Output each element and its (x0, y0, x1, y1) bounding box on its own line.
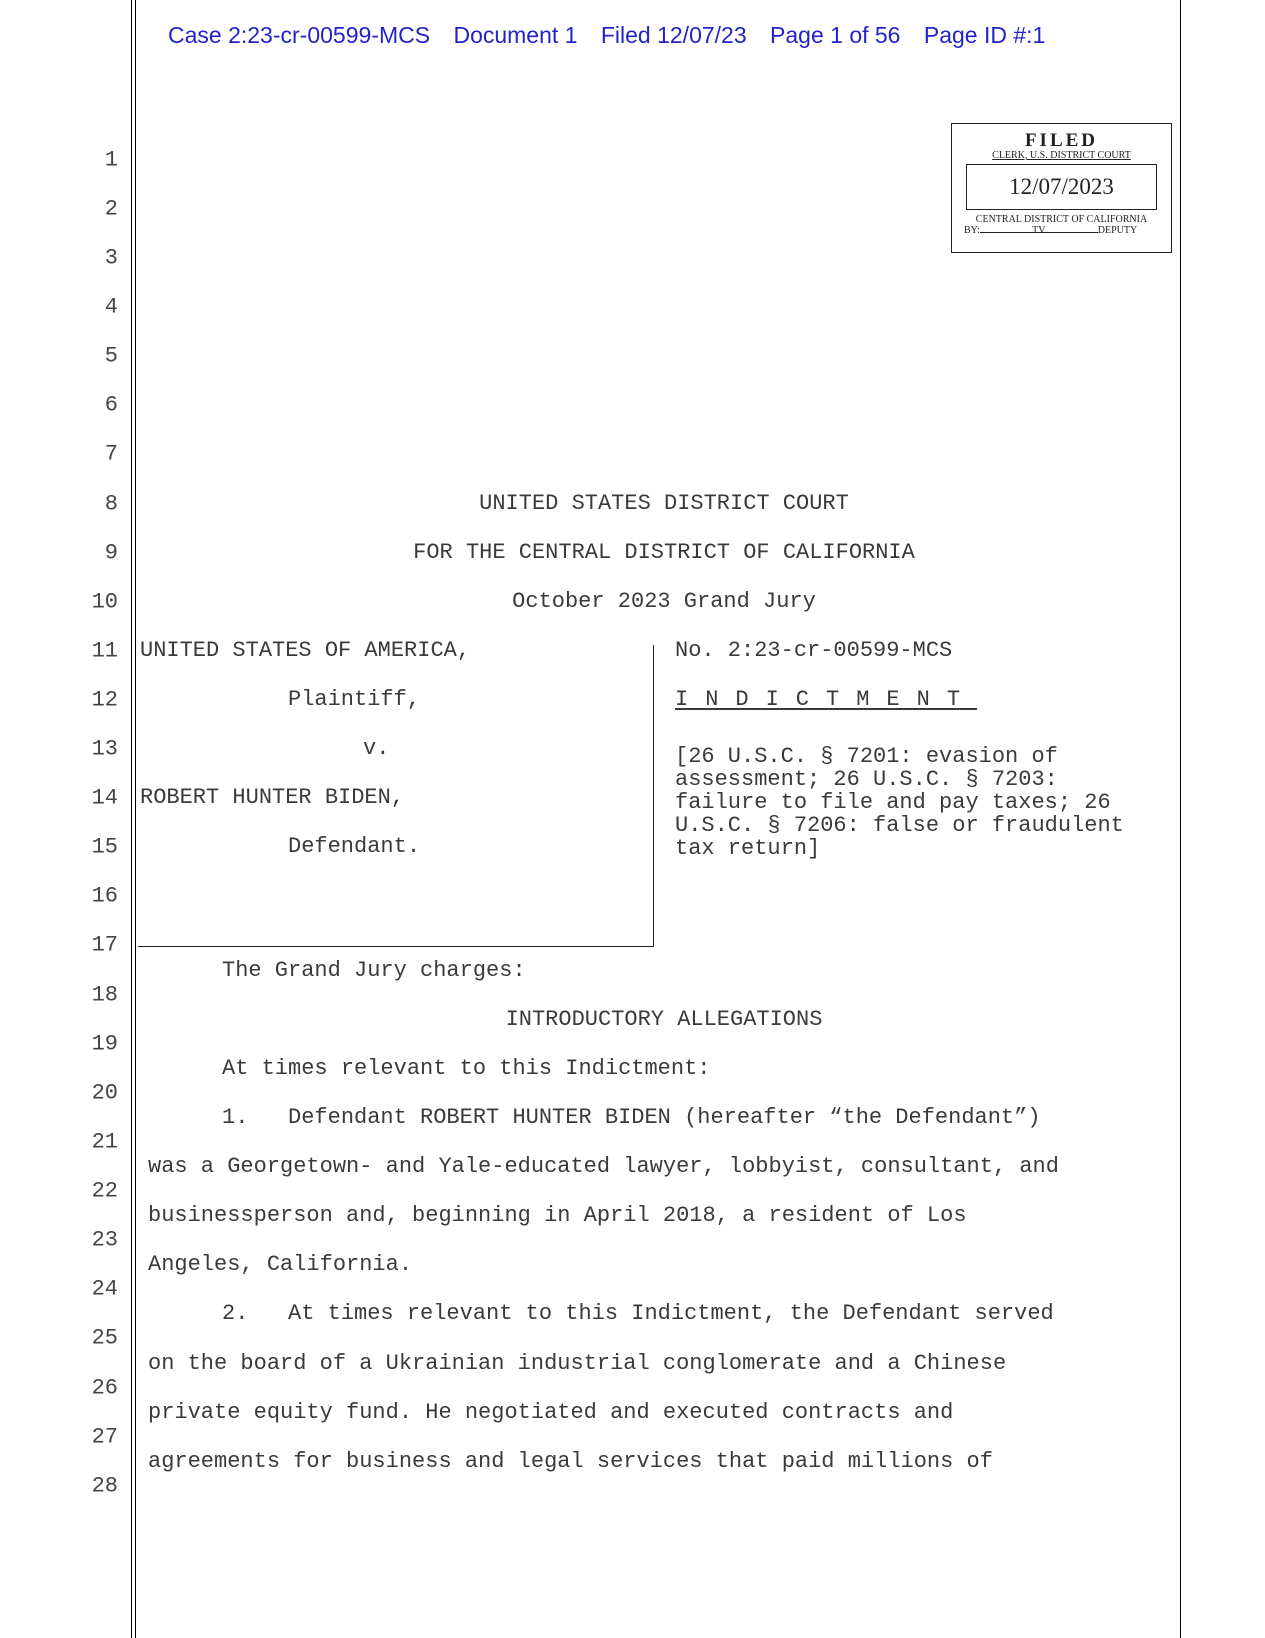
left-margin-rule-inner (135, 0, 136, 1638)
paragraph-2-line: on the board of a Ukrainian industrial conglomerate and a Chinese (148, 1351, 1007, 1376)
line-number: 18 (91, 982, 118, 1008)
line-number: 27 (91, 1424, 118, 1450)
stamp-clerk: CLERK, U.S. DISTRICT COURT (992, 150, 1131, 161)
line-number: 22 (91, 1178, 118, 1204)
line-number: 16 (91, 883, 118, 909)
line-number: 10 (91, 589, 118, 615)
right-margin-rule (1180, 0, 1181, 1638)
case-number: No. 2:23-cr-00599-MCS (675, 638, 953, 663)
filed-stamp (951, 123, 1172, 253)
line-number: 8 (104, 491, 118, 517)
relevant-times: At times relevant to this Indictment: (222, 1056, 711, 1081)
paragraph-1-line: businessperson and, beginning in April 2018, a resident of Los (148, 1203, 967, 1228)
line-number: 7 (104, 441, 118, 467)
line-number: 19 (91, 1031, 118, 1057)
line-number: 11 (91, 638, 118, 664)
document-title-text: INDICTMENT (675, 687, 978, 712)
header-document: Document 1 (453, 22, 578, 48)
plaintiff-label: Plaintiff, (288, 687, 421, 712)
stamp-date: 12/07/2023 (966, 164, 1157, 210)
line-number: 15 (91, 834, 118, 860)
stamp-by-line (952, 225, 1171, 236)
section-title: INTRODUCTORY ALLEGATIONS (505, 1007, 823, 1032)
line-number: 17 (91, 932, 118, 958)
line-number: 12 (91, 687, 118, 713)
versus: v. (363, 736, 390, 761)
line-number: 23 (91, 1227, 118, 1253)
paragraph-2-line: private equity fund. He negotiated and executed contracts and (148, 1400, 954, 1425)
header-case-number: Case 2:23-cr-00599-MCS (168, 22, 431, 48)
document-title (675, 689, 977, 711)
paragraph-1-line: 1. Defendant ROBERT HUNTER BIDEN (hereafter “the Defendant”) (222, 1105, 1041, 1130)
line-number: 13 (91, 736, 118, 762)
caption-horizontal-divider (138, 946, 654, 947)
line-number: 24 (91, 1276, 118, 1302)
header-page: Page 1 of 56 (770, 22, 901, 48)
defendant-name: ROBERT HUNTER BIDEN, (140, 785, 405, 810)
line-number: 6 (104, 392, 118, 418)
court-name: UNITED STATES DISTRICT COURT (479, 491, 849, 516)
court-district: FOR THE CENTRAL DISTRICT OF CALIFORNIA (413, 540, 915, 565)
line-number: 1 (104, 147, 118, 173)
statutory-charges: [26 U.S.C. § 7201: evasion of assessment; 26 U.S.C. § 7203: failure to file and pay taxes; 26 U.S.C. § 7206: false or fraudulent tax return] (675, 744, 1124, 861)
line-number: 2 (104, 196, 118, 222)
line-number: 3 (104, 245, 118, 271)
document-header (168, 22, 1062, 49)
plaintiff-name: UNITED STATES OF AMERICA, (140, 638, 471, 663)
line-number: 4 (104, 294, 118, 320)
line-number: 5 (104, 343, 118, 369)
stamp-district: CENTRAL DISTRICT OF CALIFORNIA (975, 214, 1148, 225)
stamp-by-label: BY: (964, 225, 980, 236)
stamp-signature-line (980, 225, 1098, 236)
charges-intro: The Grand Jury charges: (222, 958, 526, 983)
line-number: 20 (91, 1080, 118, 1106)
line-number: 9 (104, 540, 118, 566)
line-number: 21 (91, 1129, 118, 1155)
header-page-id: Page ID #:1 (923, 22, 1046, 48)
paragraph-1-line: Angeles, California. (148, 1252, 413, 1277)
line-number: 25 (91, 1325, 118, 1351)
header-filed-date: Filed 12/07/23 (600, 22, 747, 48)
stamp-initials: TV (1032, 225, 1046, 236)
stamp-deputy: DEPUTY (1097, 225, 1138, 236)
stamp-title: FILED (1024, 130, 1099, 151)
line-number: 14 (91, 785, 118, 811)
grand-jury-term: October 2023 Grand Jury (512, 589, 816, 614)
paragraph-2-line: agreements for business and legal services that paid millions of (148, 1449, 993, 1474)
defendant-label: Defendant. (288, 834, 421, 859)
caption-vertical-divider (653, 645, 654, 947)
left-margin-rule-outer (131, 0, 132, 1638)
line-number: 28 (91, 1473, 118, 1499)
paragraph-1-line: was a Georgetown- and Yale-educated lawyer, lobbyist, consultant, and (148, 1154, 1059, 1179)
line-number: 26 (91, 1375, 118, 1401)
paragraph-2-line: 2. At times relevant to this Indictment, the Defendant served (222, 1301, 1054, 1326)
